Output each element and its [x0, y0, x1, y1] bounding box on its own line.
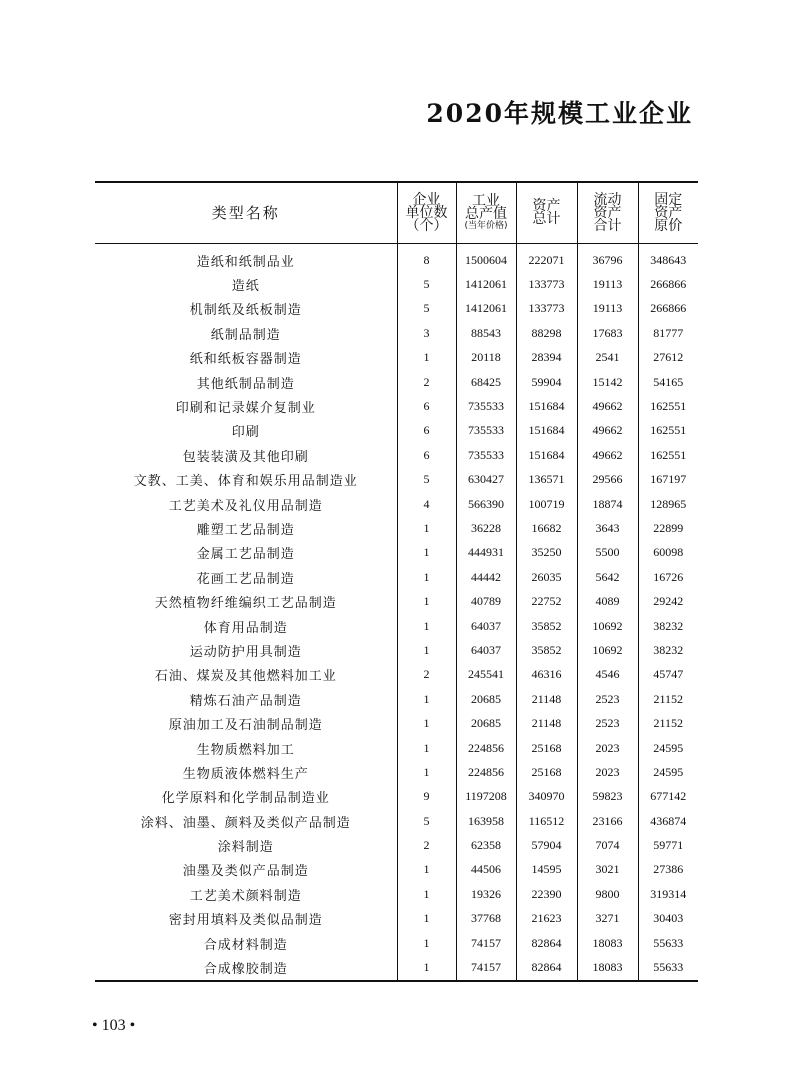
cell-assets: 22752	[516, 589, 577, 613]
cell-units: 5	[397, 468, 456, 492]
cell-output: 630427	[456, 468, 516, 492]
cell-name: 其他纸制品制造	[196, 376, 295, 392]
cell-current: 10692	[577, 614, 638, 638]
cell-name: 生物质液体燃料生产	[182, 766, 309, 782]
cell-output: 444931	[456, 541, 516, 565]
cell-assets: 25168	[516, 760, 577, 784]
cell-fixed: 162551	[638, 394, 698, 418]
cell-units: 1	[397, 638, 456, 662]
cell-fixed: 60098	[638, 541, 698, 565]
cell-output: 735533	[456, 443, 516, 467]
cell-units: 1	[397, 687, 456, 711]
cell-assets: 21148	[516, 711, 577, 735]
cell-output: 74157	[456, 955, 516, 980]
cell-fixed: 38232	[638, 638, 698, 662]
cell-current: 3271	[577, 907, 638, 931]
cell-fixed: 59771	[638, 833, 698, 857]
cell-units: 1	[397, 565, 456, 589]
cell-output: 735533	[456, 394, 516, 418]
cell-fixed: 54165	[638, 370, 698, 394]
cell-fixed: 27612	[638, 346, 698, 370]
cell-name: 工艺美术及礼仪用品制造	[168, 498, 323, 514]
cell-units: 1	[397, 516, 456, 540]
cell-fixed: 27386	[638, 858, 698, 882]
cell-name: 合成橡胶制造	[203, 962, 288, 978]
cell-output: 88543	[456, 321, 516, 345]
cell-fixed: 55633	[638, 955, 698, 980]
cell-name: 造纸	[231, 279, 260, 295]
cell-units: 5	[397, 297, 456, 321]
cell-current: 15142	[577, 370, 638, 394]
cell-name: 工艺美术颜料制造	[189, 888, 302, 904]
cell-units: 1	[397, 711, 456, 735]
cell-current: 36796	[577, 244, 638, 273]
cell-fixed: 21152	[638, 711, 698, 735]
cell-assets: 59904	[516, 370, 577, 394]
cell-name: 造纸和纸制品业	[196, 254, 295, 270]
cell-fixed: 45747	[638, 663, 698, 687]
cell-name: 雕塑工艺品制造	[196, 522, 295, 538]
cell-output: 566390	[456, 492, 516, 516]
table-row	[95, 711, 698, 735]
cell-fixed: 348643	[638, 244, 698, 273]
cell-current: 3021	[577, 858, 638, 882]
table-row	[95, 468, 698, 492]
table-row	[95, 833, 698, 857]
cell-name: 油墨及类似产品制造	[182, 864, 309, 880]
cell-current: 59823	[577, 785, 638, 809]
cell-assets: 88298	[516, 321, 577, 345]
cell-name: 印刷和记录媒介复制业	[175, 401, 316, 417]
cell-name: 涂料制造	[217, 840, 274, 856]
cell-name: 纸和纸板容器制造	[189, 352, 302, 368]
cell-current: 7074	[577, 833, 638, 857]
cell-fixed: 128965	[638, 492, 698, 516]
cell-current: 23166	[577, 809, 638, 833]
cell-units: 9	[397, 785, 456, 809]
cell-output: 19326	[456, 882, 516, 906]
cell-current: 5500	[577, 541, 638, 565]
cell-current: 18874	[577, 492, 638, 516]
table-row	[95, 907, 698, 931]
cell-name: 合成材料制造	[203, 937, 288, 953]
cell-units: 1	[397, 346, 456, 370]
cell-fixed: 21152	[638, 687, 698, 711]
cell-current: 2523	[577, 711, 638, 735]
cell-units: 8	[397, 244, 456, 273]
cell-name: 涂料、油墨、颜料及类似产品制造	[140, 815, 351, 831]
cell-fixed: 55633	[638, 931, 698, 955]
cell-current: 18083	[577, 931, 638, 955]
cell-assets: 136571	[516, 468, 577, 492]
cell-assets: 340970	[516, 785, 577, 809]
cell-units: 5	[397, 272, 456, 296]
cell-name: 化学原料和化学制品制造业	[161, 791, 330, 807]
cell-output: 735533	[456, 419, 516, 443]
table-row	[95, 955, 698, 980]
table-row	[95, 638, 698, 662]
cell-name: 密封用填料及类似品制造	[168, 913, 323, 929]
header-name: 类型名称	[95, 182, 397, 244]
cell-name: 石油、煤炭及其他燃料加工业	[154, 669, 337, 685]
table-row	[95, 541, 698, 565]
cell-name: 印刷	[231, 425, 260, 441]
cell-current: 9800	[577, 882, 638, 906]
table-row	[95, 394, 698, 418]
cell-units: 4	[397, 492, 456, 516]
cell-units: 1	[397, 955, 456, 980]
cell-assets: 82864	[516, 931, 577, 955]
cell-assets: 222071	[516, 244, 577, 273]
cell-name: 纸制品制造	[210, 327, 281, 343]
table-row	[95, 736, 698, 760]
table-row	[95, 297, 698, 321]
cell-assets: 35250	[516, 541, 577, 565]
cell-current: 19113	[577, 297, 638, 321]
cell-fixed: 266866	[638, 272, 698, 296]
cell-assets: 14595	[516, 858, 577, 882]
table-row	[95, 370, 698, 394]
cell-output: 1412061	[456, 297, 516, 321]
cell-fixed: 319314	[638, 882, 698, 906]
header-row	[95, 182, 698, 244]
cell-units: 6	[397, 419, 456, 443]
cell-name: 体育用品制造	[203, 620, 288, 636]
cell-fixed: 162551	[638, 443, 698, 467]
cell-output: 224856	[456, 736, 516, 760]
cell-assets: 82864	[516, 955, 577, 980]
table-row	[95, 931, 698, 955]
cell-output: 20118	[456, 346, 516, 370]
table-row	[95, 516, 698, 540]
cell-output: 44506	[456, 858, 516, 882]
cell-output: 1197208	[456, 785, 516, 809]
cell-assets: 16682	[516, 516, 577, 540]
cell-name: 精炼石油产品制造	[189, 693, 302, 709]
cell-output: 64037	[456, 614, 516, 638]
cell-units: 1	[397, 858, 456, 882]
header-output: 工业 总产值 (当年价格)	[456, 182, 516, 244]
cell-current: 2541	[577, 346, 638, 370]
cell-current: 3643	[577, 516, 638, 540]
table-row	[95, 785, 698, 809]
cell-current: 49662	[577, 443, 638, 467]
table-row	[95, 346, 698, 370]
table-row	[95, 687, 698, 711]
cell-assets: 151684	[516, 394, 577, 418]
cell-current: 4546	[577, 663, 638, 687]
cell-fixed: 167197	[638, 468, 698, 492]
table-row	[95, 272, 698, 296]
cell-units: 1	[397, 907, 456, 931]
cell-assets: 116512	[516, 809, 577, 833]
cell-name: 运动防护用具制造	[189, 644, 302, 660]
cell-assets: 21148	[516, 687, 577, 711]
cell-output: 245541	[456, 663, 516, 687]
cell-name: 金属工艺品制造	[196, 547, 295, 563]
cell-current: 2523	[577, 687, 638, 711]
table-row	[95, 419, 698, 443]
cell-current: 2023	[577, 736, 638, 760]
cell-name: 机制纸及纸板制造	[189, 303, 302, 319]
cell-name: 原油加工及石油制品制造	[168, 718, 323, 734]
cell-current: 49662	[577, 394, 638, 418]
header-current-assets: 流动 资产 合计	[577, 182, 638, 244]
cell-output: 40789	[456, 589, 516, 613]
cell-units: 1	[397, 736, 456, 760]
table-row	[95, 663, 698, 687]
table-row	[95, 321, 698, 345]
cell-units: 3	[397, 321, 456, 345]
cell-assets: 151684	[516, 443, 577, 467]
industry-table	[95, 181, 698, 982]
cell-fixed: 81777	[638, 321, 698, 345]
cell-name: 花画工艺品制造	[196, 571, 295, 587]
table-row	[95, 244, 698, 273]
cell-assets: 151684	[516, 419, 577, 443]
cell-units: 1	[397, 614, 456, 638]
cell-units: 1	[397, 541, 456, 565]
cell-fixed: 162551	[638, 419, 698, 443]
cell-fixed: 24595	[638, 760, 698, 784]
cell-units: 1	[397, 882, 456, 906]
cell-output: 37768	[456, 907, 516, 931]
cell-fixed: 16726	[638, 565, 698, 589]
cell-current: 17683	[577, 321, 638, 345]
cell-assets: 100719	[516, 492, 577, 516]
cell-current: 49662	[577, 419, 638, 443]
cell-assets: 28394	[516, 346, 577, 370]
cell-units: 6	[397, 443, 456, 467]
cell-assets: 21623	[516, 907, 577, 931]
cell-current: 5642	[577, 565, 638, 589]
cell-output: 20685	[456, 687, 516, 711]
cell-current: 2023	[577, 760, 638, 784]
header-output-note: (当年价格)	[464, 220, 508, 231]
cell-output: 62358	[456, 833, 516, 857]
cell-output: 163958	[456, 809, 516, 833]
cell-output: 64037	[456, 638, 516, 662]
cell-units: 1	[397, 589, 456, 613]
cell-output: 74157	[456, 931, 516, 955]
cell-current: 4089	[577, 589, 638, 613]
cell-units: 2	[397, 663, 456, 687]
cell-output: 68425	[456, 370, 516, 394]
cell-output: 1412061	[456, 272, 516, 296]
cell-assets: 25168	[516, 736, 577, 760]
page-number: • 103 •	[92, 1017, 136, 1034]
cell-assets: 35852	[516, 638, 577, 662]
table-row	[95, 809, 698, 833]
cell-output: 1500604	[456, 244, 516, 273]
cell-assets: 35852	[516, 614, 577, 638]
cell-fixed: 266866	[638, 297, 698, 321]
cell-units: 6	[397, 394, 456, 418]
table-row	[95, 589, 698, 613]
table-row	[95, 858, 698, 882]
cell-fixed: 22899	[638, 516, 698, 540]
cell-name: 生物质燃料加工	[196, 742, 295, 758]
cell-name: 天然植物纤维编织工艺品制造	[154, 596, 337, 612]
page-title: 2020年规模工业企业	[426, 99, 693, 128]
cell-output: 36228	[456, 516, 516, 540]
cell-units: 1	[397, 931, 456, 955]
table-row	[95, 492, 698, 516]
cell-fixed: 38232	[638, 614, 698, 638]
cell-fixed: 436874	[638, 809, 698, 833]
cell-units: 2	[397, 833, 456, 857]
header-fixed-assets: 固定 资产 原价	[638, 182, 698, 244]
cell-current: 19113	[577, 272, 638, 296]
cell-output: 20685	[456, 711, 516, 735]
cell-assets: 22390	[516, 882, 577, 906]
cell-assets: 46316	[516, 663, 577, 687]
cell-units: 1	[397, 760, 456, 784]
cell-assets: 26035	[516, 565, 577, 589]
cell-current: 29566	[577, 468, 638, 492]
cell-assets: 133773	[516, 272, 577, 296]
table-row	[95, 614, 698, 638]
table-row	[95, 882, 698, 906]
table-row	[95, 565, 698, 589]
header-assets: 资产 总计	[516, 182, 577, 244]
cell-assets: 57904	[516, 833, 577, 857]
cell-fixed: 24595	[638, 736, 698, 760]
cell-units: 5	[397, 809, 456, 833]
cell-current: 10692	[577, 638, 638, 662]
table-row	[95, 760, 698, 784]
cell-output: 44442	[456, 565, 516, 589]
cell-fixed: 29242	[638, 589, 698, 613]
header-units: 企业 单位数 （个）	[397, 182, 456, 244]
cell-name: 包装装潢及其他印刷	[182, 449, 309, 465]
cell-fixed: 677142	[638, 785, 698, 809]
table-row	[95, 443, 698, 467]
cell-current: 18083	[577, 955, 638, 980]
cell-fixed: 30403	[638, 907, 698, 931]
table-body	[95, 244, 698, 981]
cell-units: 2	[397, 370, 456, 394]
cell-assets: 133773	[516, 297, 577, 321]
cell-output: 224856	[456, 760, 516, 784]
cell-name: 文教、工美、体育和娱乐用品制造业	[133, 474, 358, 490]
